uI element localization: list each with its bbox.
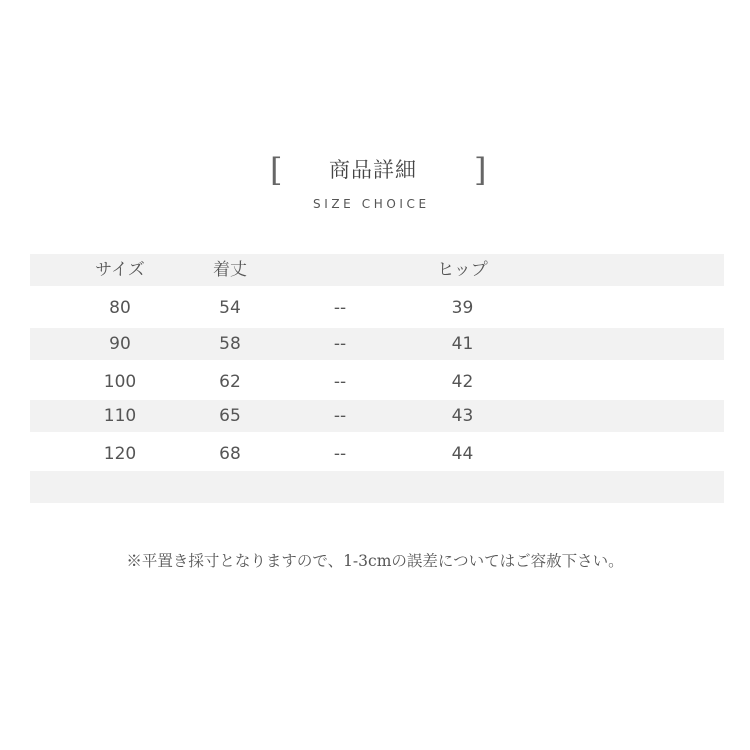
cell-dash: -- xyxy=(333,334,347,354)
table-row xyxy=(30,438,724,470)
cell-length: 62 xyxy=(219,372,241,392)
cell-hip: 43 xyxy=(451,406,474,426)
cell-hip: 39 xyxy=(451,298,474,318)
page-title: 商品詳細 xyxy=(329,158,417,182)
title-bracket-left: [ xyxy=(270,151,283,189)
cell-length: 54 xyxy=(219,298,241,318)
cell-hip: 42 xyxy=(451,372,474,392)
measurement-note: ※平置き採寸となりますので、1-3cmの誤差についてはご容赦下さい。 xyxy=(126,552,624,570)
table-row xyxy=(30,400,724,432)
cell-length: 68 xyxy=(219,444,241,464)
cell-size: 120 xyxy=(103,444,137,464)
cell-length: 65 xyxy=(219,406,241,426)
header-length: 着丈 xyxy=(213,260,247,280)
cell-dash: -- xyxy=(333,406,347,426)
cell-hip: 41 xyxy=(451,334,474,354)
header-size: サイズ xyxy=(95,260,145,280)
title-block xyxy=(0,150,750,220)
header-hip: ヒップ xyxy=(437,260,488,280)
cell-size: 110 xyxy=(103,406,137,426)
table-row xyxy=(30,366,724,398)
table-row xyxy=(30,328,724,360)
cell-size: 100 xyxy=(103,372,137,392)
cell-dash: -- xyxy=(333,298,347,318)
title-bracket-right: ] xyxy=(474,151,487,189)
page-subtitle: SIZE CHOICE xyxy=(313,197,430,211)
cell-dash: -- xyxy=(333,372,347,392)
cell-dash: -- xyxy=(333,444,347,464)
table-empty-row xyxy=(30,471,724,503)
cell-size: 90 xyxy=(109,334,131,354)
cell-size: 80 xyxy=(109,298,131,318)
cell-length: 58 xyxy=(219,334,241,354)
cell-hip: 44 xyxy=(451,444,474,464)
table-row xyxy=(30,292,724,324)
table-header-row xyxy=(30,254,724,286)
